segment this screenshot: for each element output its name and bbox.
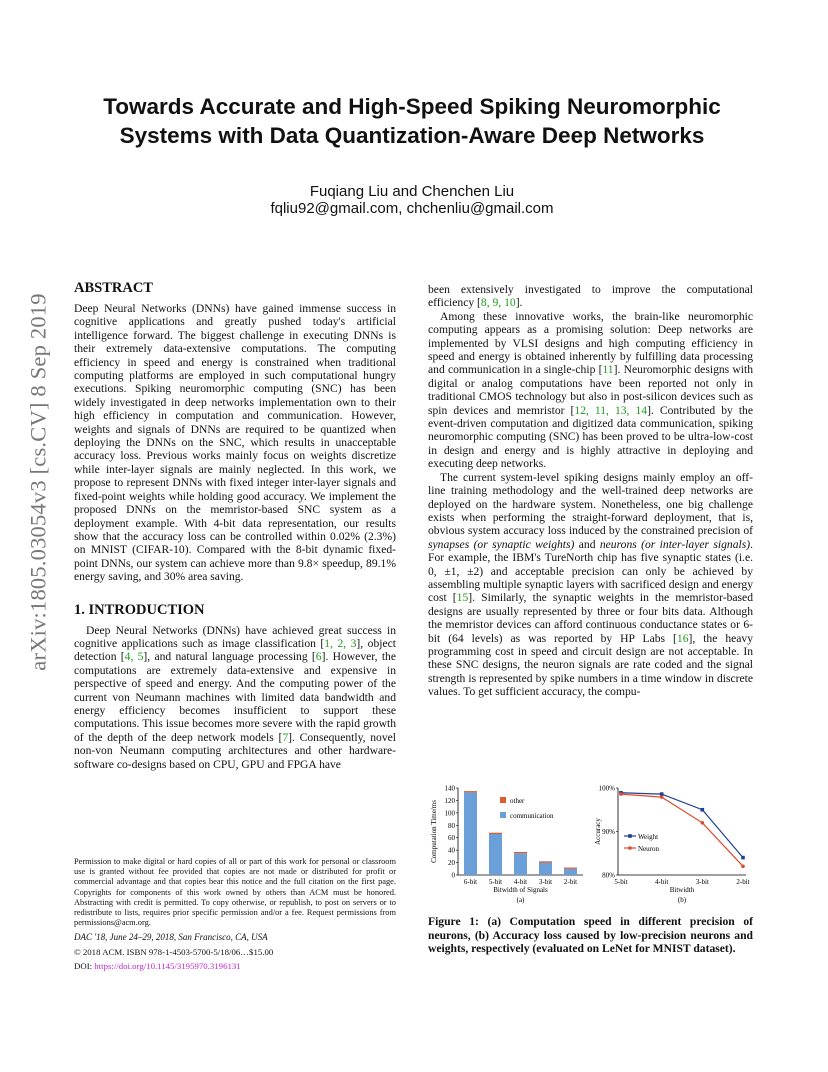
legend-label-weight: Weight xyxy=(638,833,659,841)
abstract-text: Deep Neural Networks (DNNs) have gained immense success in cognitive applications and greatly pushed today's artificial intelligence forward. The biggest challenge in executing DNNs is their extremely data-extensive computations. The computing efficiency in speed and energy is constrained when traditional computing platforms are employed in such computational hungry executions. Spiking neuromorphic computing (SNC) has been widely investigated in deep networks implementation own to their high efficiency in computation and communication. However, weights and signals of DNNs are required to be quantized when deploying the DNNs on the SNC, which results in unacceptable accuracy loss. Previous works mainly focus on weights discretize while inter-layer signals are mainly neglected. In this work, we propose to represent DNNs with fixed integer inter-layer signals and fixed-point weights while holding good accuracy. We implement the proposed DNNs on the memristor-based SNC system as a deployment example. With 4-bit data representation, our results show that the accuracy loss can be controlled within 0.02% (2.3%) on MNIST (CIFAR-10). Compared with the 8-bit dynamic fixed-point DNNs, our system can achieve more than 9.8× speedup, 89.1% energy saving, and 30% area saving. xyxy=(74,302,396,584)
bar-communication xyxy=(464,792,477,875)
point-neuron xyxy=(619,792,623,796)
bar-communication xyxy=(564,869,577,875)
y-axis-label: Computation Time/ms xyxy=(430,800,438,863)
x-tick-label: 3-bit xyxy=(538,878,553,886)
x-tick-label: 6-bit xyxy=(463,878,478,886)
x-tick-label: 2-bit xyxy=(563,878,578,886)
y-tick-label: 20 xyxy=(448,859,455,868)
computation-time-bar-chart xyxy=(428,782,588,907)
legend-marker-weight xyxy=(628,834,632,838)
y-tick-label: 80% xyxy=(602,871,615,880)
y-tick-label: 120 xyxy=(444,796,455,805)
bar-other xyxy=(514,852,527,853)
y-tick-label: 0 xyxy=(451,871,455,880)
x-tick-label: 3-bit xyxy=(695,878,709,886)
right-column xyxy=(428,283,753,699)
legend-swatch-communication xyxy=(500,812,506,818)
author-block xyxy=(60,183,764,217)
bar-other xyxy=(564,868,577,869)
right-paragraph-neuromorphic: Among these innovative works, the brain-like neuromorphic computing appears as a promising solution: Deep networks are implemented by VLSI designs and high computing efficiency in speed and energy is obtained inherently by fulfilling data processing and communication in a single-chip [11]. Neuromorphic designs with digital or analog computations have been reported not only in traditional CMOS technology but also in post-silicon devices such as spin devices and memristor [12, 11, 13, 14]. Contributed by the event-driven computation and digitized data communication, spiking neuromorphic computing (SNC) has been proved to be ultra-low-cost in design and energy and is highly attractive in deploying and executing deep networks. xyxy=(428,309,753,471)
abstract-heading: ABSTRACT xyxy=(74,280,153,296)
venue-line: DAC '18, June 24–29, 2018, San Francisco, CA, USA xyxy=(74,932,268,943)
figure-1 xyxy=(428,782,753,907)
citation-link[interactable]: 7 xyxy=(282,730,289,744)
citation-link[interactable]: 6 xyxy=(315,650,322,664)
x-axis-label: Bitwidth xyxy=(669,886,695,894)
permission-text: Permission to make digital or hard copies of all or part of this work for personal or classroom use is granted without fee provided that copies are not made or distributed for profit or commercial advantage and that copies bear this notice and the full citation on the first page. Copyrights for components of this work owned by others than ACM must be honored. Abstracting with credit is permitted. To copy otherwise, or republish, to post on servers or to redistribute to lists, requires prior specific permission and/or a fee. Request permissions from permissions@acm.org. xyxy=(74,857,396,928)
bar-other xyxy=(489,833,502,834)
introduction-paragraph: Deep Neural Networks (DNNs) have achieved great success in cognitive applications such as image classification [1, 2, 3], object detection [4, 5], and natural language processing [6]. However, the computations are extremely data-extensive and expensive in perspective of speed and energy. And the computing power of the current von Neumann machines with limited data bandwidth and energy efficiency becomes insufficient to support these computations. This issue becomes more severe with the rapid growth of the depth of the deep network models [7]. Consequently, novel non-von Neumann computing architectures and other hardware-software co-designs based on CPU, GPU and FPGA have xyxy=(74,623,396,771)
point-neuron xyxy=(660,795,664,799)
legend-swatch-other xyxy=(500,797,506,803)
introduction-heading: 1. INTRODUCTION xyxy=(74,601,205,618)
x-axis-label: Bitwidth of Signals xyxy=(493,886,548,894)
y-tick-label: 80 xyxy=(448,821,455,830)
bar-other xyxy=(539,861,552,862)
x-tick-label: 5-bit xyxy=(488,878,503,886)
bar-communication xyxy=(489,834,502,875)
doi-link[interactable]: https://doi.org/10.1145/3195970.3196131 xyxy=(94,960,241,971)
y-tick-label: 90% xyxy=(602,828,615,836)
copyright-line: © 2018 ACM. ISBN 978-1-4503-5700-5/18/06…$15.00 xyxy=(74,946,274,957)
x-tick-label: 4-bit xyxy=(513,878,528,886)
permission-footnote xyxy=(74,857,396,975)
citation-link[interactable]: 11 xyxy=(602,363,614,377)
legend-label-communication: communication xyxy=(510,812,554,820)
author-emails: fqliu92@gmail.com, chchenliu@gmail.com xyxy=(270,200,554,217)
y-tick-label: 140 xyxy=(444,784,455,793)
doi-line: DOI: https://doi.org/10.1145/3195970.3196131 xyxy=(74,960,241,971)
paper-title: Towards Accurate and High-Speed Spiking Neuromorphic Systems with Data Quantization-Aware Deep Networks xyxy=(103,94,721,148)
point-neuron xyxy=(701,821,705,825)
legend-label-neuron: Neuron xyxy=(638,845,659,853)
citation-link[interactable]: 8, 9, 10 xyxy=(480,296,516,310)
panel-label: (a) xyxy=(516,896,525,904)
figure-caption: Figure 1: (a) Computation speed in different precision of neurons, (b) Accuracy loss caused by low-precision neurons and weights, respectively (evaluated on LeNet for MNIST dataset). xyxy=(428,915,753,956)
citation-link[interactable]: 15 xyxy=(456,591,469,605)
right-paragraph-challenge: The current system-level spiking designs mainly employ an off-line training methodology and the well-trained deep networks are deployed on the hardware system. Nonetheless, one big challenge exists when performing the straight-forward deployment, that is, obvious system accuracy loss induced by the constrained precision of synapses (or synaptic weights) and neurons (or inter-layer signals). For example, the IBM's TureNorth chip has five synaptic states (i.e. 0, ±1, ±2) and acceptable precision can only be achieved by assembling multiple synaptic layers with sacrificed design and energy cost [15]. Similarly, the synaptic weights in the memristor-based designs are usually represented by three or four bits data. Although the memristor devices can afford continuous conductance states or 6-bit (64 levels) as was reported by HP Labs [16], the heavy programming cost in speed and circuit design are not acceptable. In these SNC designs, the neuron signals are rate coded and the signal strength is represented by spike numbers in a time window in discrete values. To get sufficient accuracy, the compu- xyxy=(428,470,753,699)
left-column xyxy=(74,280,396,771)
citation-link[interactable]: 12, 11, 13, 14 xyxy=(574,403,648,417)
accuracy-line-chart xyxy=(588,782,753,907)
point-weight xyxy=(741,856,745,860)
bar-communication xyxy=(539,863,552,875)
bar-other xyxy=(464,791,477,792)
citation-link[interactable]: 4, 5 xyxy=(124,650,144,664)
legend-marker-neuron xyxy=(628,846,632,850)
point-weight xyxy=(701,808,705,812)
arxiv-identifier: arXiv:1805.03054v3 [cs.CV] 8 Sep 2019 xyxy=(26,293,51,671)
point-neuron xyxy=(741,865,745,869)
author-names: Fuqiang Liu and Chenchen Liu xyxy=(309,183,515,200)
y-tick-label: 60 xyxy=(448,834,455,843)
x-tick-label: 5-bit xyxy=(614,878,628,886)
panel-label: (b) xyxy=(677,896,687,904)
x-tick-label: 2-bit xyxy=(736,878,750,886)
x-tick-label: 4-bit xyxy=(655,878,669,886)
series-line-neuron xyxy=(621,794,743,866)
citation-link[interactable]: 1, 2, 3 xyxy=(324,636,357,650)
bar-communication xyxy=(514,853,527,875)
legend-label-other: other xyxy=(510,797,525,805)
y-axis-label: Accuracy xyxy=(594,818,602,845)
y-tick-label: 40 xyxy=(448,846,455,855)
y-tick-label: 100% xyxy=(598,784,615,793)
citation-link[interactable]: 16 xyxy=(676,631,689,645)
y-tick-label: 100 xyxy=(444,809,455,818)
right-paragraph-continued: been extensively investigated to improve the computational efficiency [8, 9, 10]. xyxy=(428,283,753,310)
